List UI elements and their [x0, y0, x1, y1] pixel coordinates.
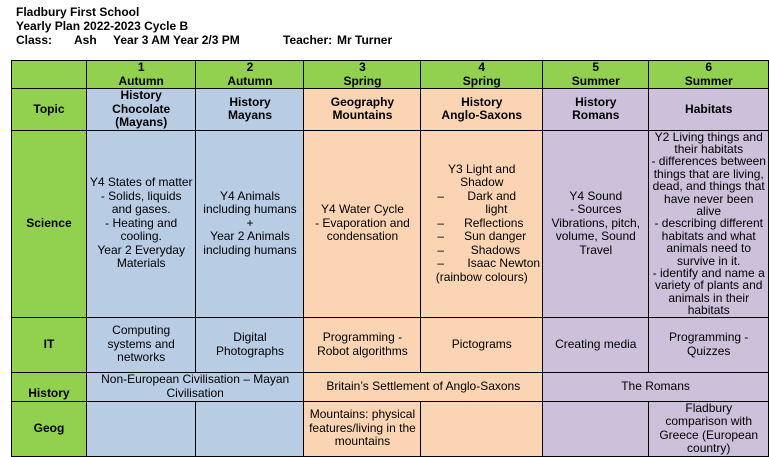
row-label-science: Science [12, 130, 87, 317]
science-cell-3: Y4 Water Cycle - Evaporation and condensation [304, 130, 421, 317]
plan-title: Yearly Plan 2022-2023 Cycle B [16, 19, 189, 33]
topic-cell-4: History Anglo-Saxons [421, 89, 543, 131]
row-label-it: IT [12, 317, 87, 372]
geog-cell-3: Mountains: physical features/living in the mountains [304, 401, 421, 456]
topic-cell-5: History Romans [543, 89, 649, 131]
it-cell-5: Creating media [543, 317, 649, 372]
geog-cell-2 [196, 401, 304, 456]
topic-cell-3: Geography Mountains [304, 89, 421, 131]
row-label-topic: Topic [12, 89, 87, 131]
science-row [12, 130, 769, 317]
science-cell-1: Y4 States of matter - Solids, liquids and gases. - Heating and cooling. Year 2 Everyday Materials [86, 130, 196, 317]
it-cell-3: Programming - Robot algorithms [304, 317, 421, 372]
term-header-row [12, 61, 769, 89]
bullet-item: – Dark and [437, 188, 517, 203]
term-header-5: 5 Summer [543, 61, 649, 89]
it-row [12, 317, 769, 372]
it-cell-4: Pictograms [421, 317, 543, 372]
row-label-history: History [12, 372, 87, 401]
year-groups: Year 3 AM Year 2/3 PM [113, 33, 240, 47]
row-label-geog: Geog [12, 401, 87, 456]
topic-cell-1: History Chocolate (Mayans) [86, 89, 196, 131]
bullet-item: – Shadows [437, 242, 521, 257]
bullet-item: – Reflections [437, 215, 524, 230]
school-name: Fladbury First School [16, 5, 140, 19]
topic-cell-6: Habitats [649, 89, 769, 131]
class-name: Ash [74, 33, 97, 47]
science-cell-6: Y2 Living things and their habitats - differences between things that are living, dead, and things that have never been alive - describing different habitats and what animals need to survive in it. - identify and name a variety of plants and animals in their habitats [649, 130, 769, 317]
term-header-6: 6 Summer [649, 61, 769, 89]
geog-cell-6: Fladbury comparison with Greece (European country) [649, 401, 769, 456]
geog-cell-5 [543, 401, 649, 456]
topic-cell-2: History Mayans [196, 89, 304, 131]
class-label: Class: [16, 33, 53, 47]
topic-row [12, 89, 769, 131]
bullet-item: – Sun danger [437, 229, 527, 244]
history-row [12, 372, 769, 401]
geog-cell-1 [86, 401, 196, 456]
history-cell-spring: Britain’s Settlement of Anglo-Saxons [304, 372, 543, 401]
term-header-4: 4 Spring [421, 61, 543, 89]
science-cell-4: Y3 Light and Shadow – Dark and light – Reflections – Sun danger – Shadows – Isaac Newton (rainbow colours) [421, 130, 543, 317]
it-cell-6: Programming - Quizzes [649, 317, 769, 372]
corner-cell [12, 61, 87, 89]
term-header-3: 3 Spring [304, 61, 421, 89]
teacher-name: Mr Turner [337, 33, 393, 47]
bullet-item: – Isaac Newton [437, 256, 541, 271]
geog-cell-4 [421, 401, 543, 456]
science-cell-5: Y4 Sound - Sources Vibrations, pitch, volume, Sound Travel [543, 130, 649, 317]
history-cell-summer: The Romans [543, 372, 769, 401]
history-cell-autumn: Non-European Civilisation – Mayan Civilisation [86, 372, 304, 401]
it-cell-2: Digital Photographs [196, 317, 304, 372]
teacher-label: Teacher: [283, 33, 333, 47]
science-cell-2: Y4 Animals including humans + Year 2 Animals including humans [196, 130, 304, 317]
geog-row [12, 401, 769, 456]
term-header-2: 2 Autumn [196, 61, 304, 89]
yearly-plan-table [11, 60, 769, 457]
it-cell-1: Computing systems and networks [86, 317, 196, 372]
term-header-1: 1 Autumn [86, 61, 196, 89]
